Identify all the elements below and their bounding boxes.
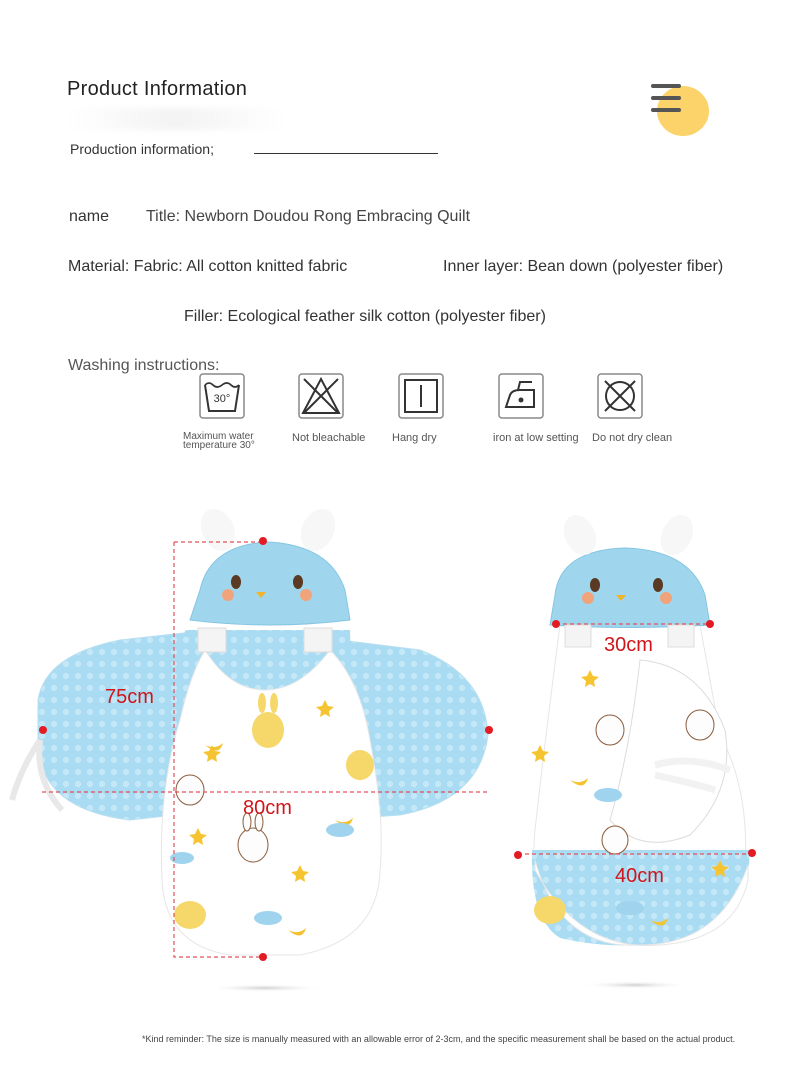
wrapped-width-label: 40cm — [615, 865, 664, 887]
open-quilt — [12, 503, 488, 992]
menu-line — [651, 84, 681, 88]
size-reminder: *Kind reminder: The size is manually measured with an allowable error of 2-3cm, and the specific measurement shall be based on the actual product. — [142, 1034, 736, 1044]
iron-low-caption: iron at low setting — [493, 432, 579, 444]
no-bleach-icon — [298, 373, 344, 419]
open-height-label: 75cm — [105, 686, 154, 708]
production-info-label: Production information; — [70, 141, 214, 157]
material-text: Material: Fabric: All cotton knitted fabric — [68, 258, 348, 275]
wash-temp-text: 30° — [213, 393, 231, 405]
title-shadow — [66, 108, 286, 130]
hang-dry-icon — [398, 373, 444, 419]
divider-line — [254, 153, 438, 154]
no-dry-clean-icon — [597, 373, 643, 419]
product-illustration — [0, 490, 790, 1010]
hang-dry-caption: Hang dry — [392, 432, 437, 444]
wash-30-caption: Maximum water temperature 30° — [183, 431, 255, 451]
no-bleach-caption: Not bleachable — [292, 432, 366, 444]
open-width-label: 80cm — [243, 797, 292, 819]
product-title: Title: Newborn Doudou Rong Embracing Quilt — [146, 208, 471, 225]
name-label: name — [69, 208, 110, 225]
wrapped-quilt — [531, 510, 750, 989]
menu-line — [651, 96, 681, 100]
page-title: Product Information — [67, 78, 248, 100]
inner-layer-text: Inner layer: Bean down (polyester fiber) — [443, 258, 724, 275]
iron-low-icon — [498, 373, 544, 419]
washing-label: Washing instructions: — [68, 357, 220, 374]
wrapped-chest-label: 30cm — [604, 634, 653, 656]
no-dry-clean-caption: Do not dry clean — [592, 432, 673, 444]
menu-line — [651, 108, 681, 112]
filler-text: Filler: Ecological feather silk cotton (polyester fiber) — [184, 308, 546, 325]
wash-30-icon — [199, 373, 245, 419]
